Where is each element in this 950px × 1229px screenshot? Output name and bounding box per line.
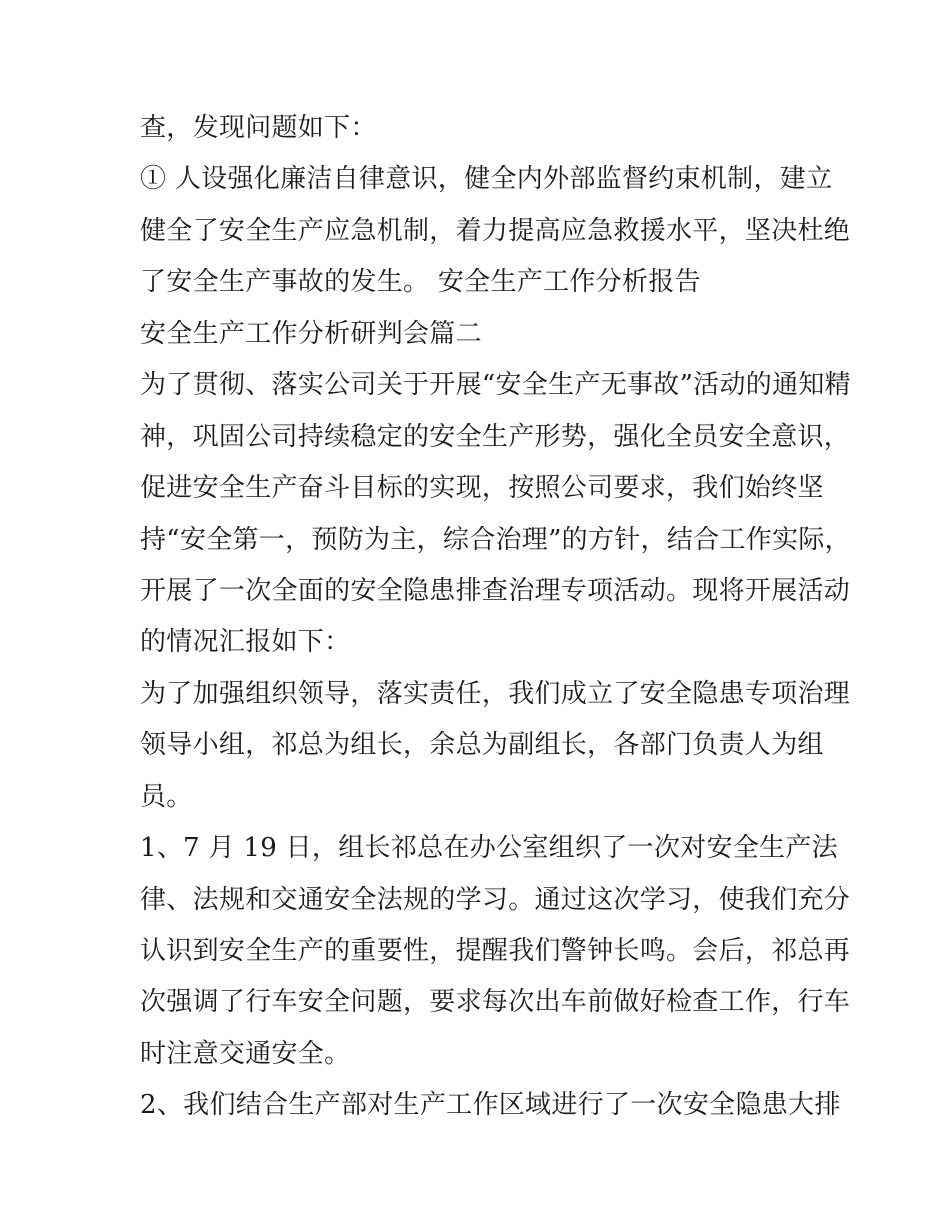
text-line: 了安全生产事故的发生。 安全生产工作分析报告 xyxy=(140,267,701,297)
section-heading: 安全生产工作分析研判会篇二 xyxy=(140,319,482,349)
text-line: 神，巩固公司持续稳定的安全生产形势，强化全员安全意识， xyxy=(140,422,851,452)
text-line: 员。 xyxy=(140,782,193,812)
text-line: 开展了一次全面的安全隐患排查治理专项活动。现将开展活动 xyxy=(140,576,851,606)
text-line: 促进安全生产奋斗目标的实现，按照公司要求，我们始终坚 xyxy=(140,473,824,503)
text-line: 2、我们结合生产部对生产工作区域进行了一次安全隐患大排 xyxy=(140,1090,841,1120)
text-line: 的情况汇报如下： xyxy=(140,627,351,657)
text-line: 次强调了行车安全问题，要求每次出车前做好检查工作，行车 xyxy=(140,987,851,1017)
text-line: 时注意交通安全。 xyxy=(140,1039,351,1069)
text-line: 为了贯彻、落实公司关于开展“安全生产无事故”活动的通知精 xyxy=(140,370,851,400)
text-line: ① 人设强化廉洁自律意识，健全内外部监督约束机制，建立 xyxy=(140,164,833,194)
text-line: 认识到安全生产的重要性，提醒我们警钟长鸣。会后，祁总再 xyxy=(140,936,851,966)
text-line: 健全了安全生产应急机制，着力提高应急救援水平，坚决杜绝 xyxy=(140,216,851,246)
text-line: 1、7 月 19 日，组长祁总在办公室组织了一次对安全生产法 xyxy=(140,833,838,863)
text-line: 为了加强组织领导，落实责任，我们成立了安全隐患专项治理 xyxy=(140,679,851,709)
text-line: 律、法规和交通安全法规的学习。通过这次学习，使我们充分 xyxy=(140,885,851,915)
text-line: 持“安全第一，预防为主，综合治理”的方针，结合工作实际， xyxy=(140,525,851,555)
text-line: 领导小组，祁总为组长，余总为副组长，各部门负责人为组 xyxy=(140,730,824,760)
text-line: 查，发现问题如下： xyxy=(140,113,377,143)
